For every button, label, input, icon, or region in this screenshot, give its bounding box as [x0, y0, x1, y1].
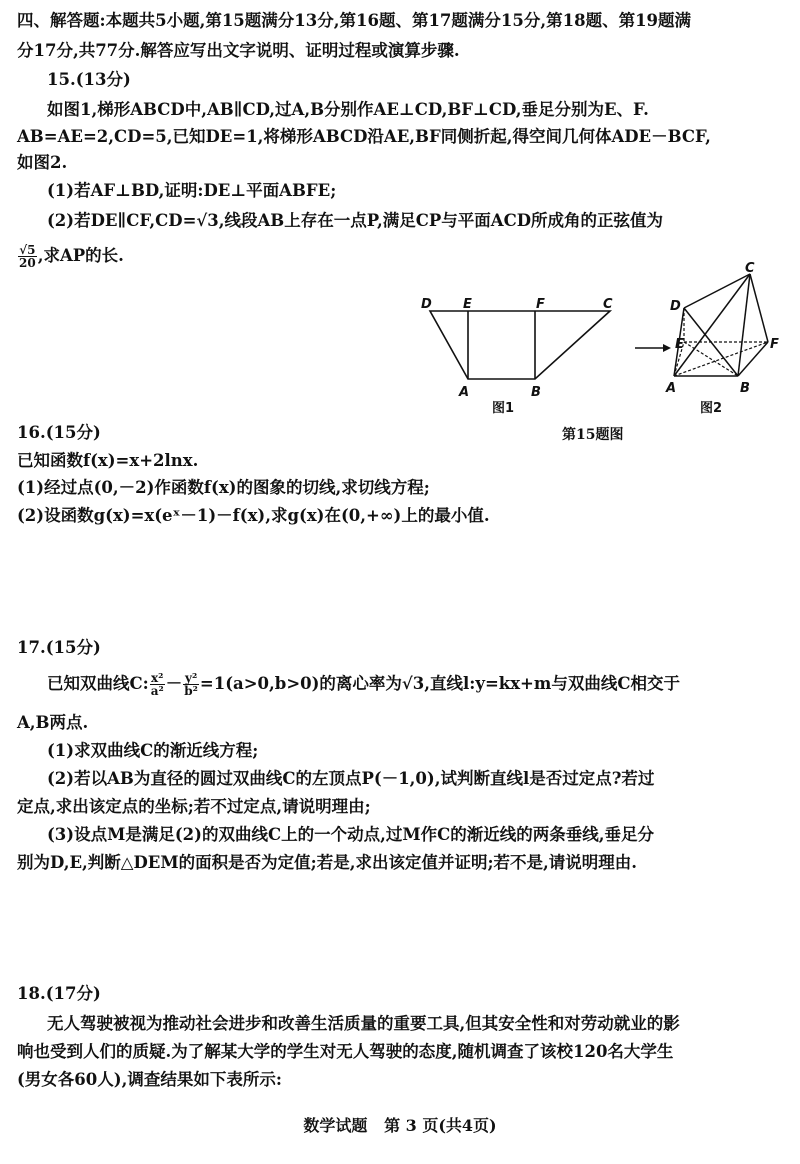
q16-part-1: (1)经过点(0,－2)作函数f(x)的图象的切线,求切线方程; — [17, 478, 430, 497]
q17-part-2-line-2: 定点,求出该定点的坐标;若不过定点,请说明理由; — [17, 797, 371, 816]
q15-header: 15.(13分) — [47, 70, 131, 89]
q17-header: 17.(15分) — [17, 638, 101, 657]
figure-2-caption: 图2 — [700, 401, 723, 416]
y-squared-over-b-squared — [183, 672, 199, 697]
q15-part-2-end — [17, 244, 124, 269]
label-f: F — [770, 337, 779, 352]
label-e: E — [463, 297, 472, 312]
sqrt5-over-20-fraction — [18, 244, 37, 269]
label-a: A — [666, 381, 677, 396]
fraction-denominator: b² — [184, 684, 198, 698]
q15-figure-caption: 第15题图 — [562, 427, 624, 443]
q18-line-1: 无人驾驶被视为推动社会进步和改善生活质量的重要工具,但其安全性和对劳动就业的影 — [47, 1014, 680, 1033]
q17-part-3-line-1: (3)设点M是满足(2)的双曲线C上的一个动点,过M作C的渐近线的两条垂线,垂足分 — [47, 825, 654, 844]
q17-part-1: (1)求双曲线C的渐近线方程; — [47, 741, 259, 760]
q17-line-2: A,B两点. — [17, 713, 89, 732]
q17-part-3-line-2: 别为D,E,判断△DEM的面积是否为定值;若是,求出该定值并证明;若不是,请说明理由. — [17, 853, 638, 872]
q15-part-2-tail: ,求AP的长. — [37, 246, 124, 265]
label-b: B — [740, 381, 750, 396]
q15-line-1: 如图1,梯形ABCD中,AB∥CD,过A,B分别作AE⊥CD,BF⊥CD,垂足分别为E、F. — [47, 100, 649, 119]
label-a: A — [459, 385, 470, 400]
fraction-numerator: x² — [151, 671, 164, 685]
q16-part-2: (2)设函数g(x)=x(eˣ－1)－f(x),求g(x)在(0,+∞)上的最小值. — [17, 506, 490, 525]
q17-line-1-start: 已知双曲线C: — [47, 674, 149, 693]
q16-header: 16.(15分) — [17, 423, 101, 442]
fraction-denominator: 20 — [19, 256, 36, 270]
q18-line-2: 响也受到人们的质疑.为了解某大学的学生对无人驾驶的态度,随机调查了该校120名大学生 — [17, 1042, 674, 1061]
label-d: D — [421, 297, 432, 312]
q18-line-3: (男女各60人),调查结果如下表所示: — [17, 1070, 282, 1089]
q17-part-2-line-1: (2)若以AB为直径的圆过双曲线C的左顶点P(－1,0),试判断直线l是否过定点?若过 — [47, 769, 655, 788]
q17-line-1 — [47, 672, 680, 697]
x-squared-over-a-squared — [150, 672, 165, 697]
figure-1-trapezoid — [410, 290, 625, 420]
page-footer: 数学试题 第 3 页(共4页) — [303, 1116, 497, 1135]
q15-line-2: AB=AE=2,CD=5,已知DE=1,将梯形ABCD沿AE,BF同侧折起,得空间几何体ADE－BCF, — [17, 127, 711, 146]
q15-part-1: (1)若AF⊥BD,证明:DE⊥平面ABFE; — [47, 181, 337, 200]
label-e: E — [675, 337, 684, 352]
section-title-line-1: 四、解答题:本题共5小题,第15题满分13分,第16题、第17题满分15分,第18题、第19题满 — [17, 11, 692, 30]
figure-1-caption: 图1 — [492, 401, 515, 416]
label-c: C — [603, 297, 613, 312]
q18-header: 18.(17分) — [17, 984, 101, 1003]
fraction-numerator: y² — [184, 671, 198, 685]
fraction-denominator: a² — [150, 684, 164, 698]
label-f: F — [536, 297, 545, 312]
minus-sign: － — [165, 674, 183, 693]
trapezoid-outline — [430, 311, 610, 379]
q16-line-1: 已知函数f(x)=x+2lnx. — [17, 451, 199, 470]
label-b: B — [531, 385, 541, 400]
section-title-line-2: 分17分,共77分.解答应写出文字说明、证明过程或演算步骤. — [17, 41, 460, 60]
label-c: C — [745, 261, 755, 276]
q17-line-1-end: =1(a>0,b>0)的离心率为√3,直线l:y=kx+m与双曲线C相交于 — [199, 674, 680, 693]
label-d: D — [670, 299, 681, 314]
q15-line-3: 如图2. — [17, 153, 68, 172]
fraction-numerator: √5 — [19, 243, 36, 257]
figure-2-solid — [660, 260, 790, 420]
q15-part-2: (2)若DE∥CF,CD=√3,线段AB上存在一点P,满足CP与平面ACD所成角的正弦值为 — [47, 211, 664, 230]
